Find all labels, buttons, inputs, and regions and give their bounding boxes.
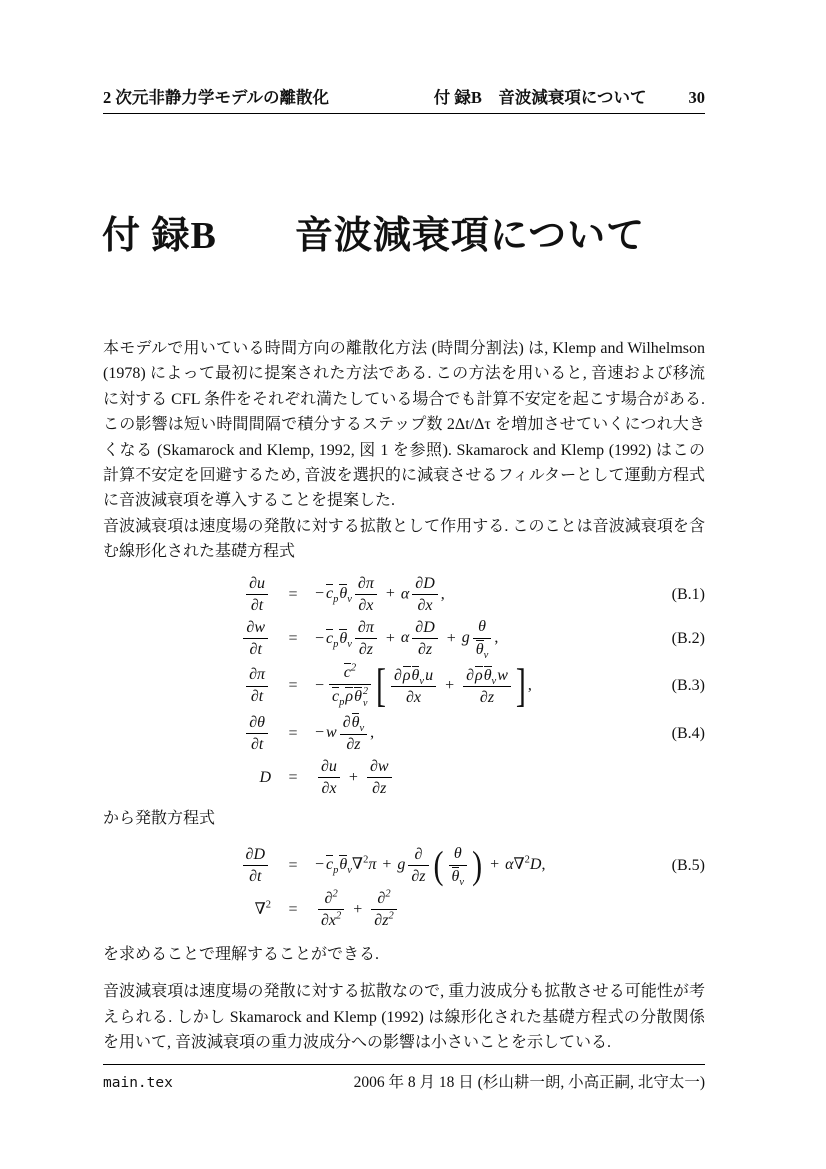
- equation-relation: =: [288, 677, 298, 695]
- chapter-title: 付 録B 音波減衰項について: [102, 215, 646, 257]
- paragraph-understand: を求めることで理解することができる.: [103, 945, 380, 963]
- page-footer: [103, 1064, 705, 1092]
- equation-rhs: − w $\frac{\partial\theta_v}{\partial z}$ ,: [315, 714, 375, 754]
- equation-relation: =: [288, 724, 298, 742]
- equation-row: [103, 890, 705, 930]
- equation-rhs: $\frac{\partial u}{\partial x}$ + $\frac{\partial w}{\partial z}$: [315, 758, 643, 798]
- header-running-title: 2 次元非静力学モデルの離散化: [103, 88, 330, 107]
- equation-rhs: $\frac{\partial^2}{\partial x^2}$ + $\frac{\partial^2}{\partial z^2}$: [315, 890, 643, 930]
- equation-label: (B.2): [671, 629, 705, 647]
- header-chapter-title: 付 録B 音波減衰項について: [433, 88, 647, 107]
- equation-lhs: $\frac{\partial\theta}{\partial t}$: [103, 714, 271, 754]
- equation-row: [103, 660, 705, 712]
- equation-rhs: − $c_p\theta_v$ $\frac{\partial\pi}{\partial x}$ + α $\frac{\partial D}{\partial x}$ ,: [315, 574, 445, 614]
- equation-lhs: $\frac{\partial\pi}{\partial t}$: [103, 666, 271, 706]
- equation-label: (B.1): [671, 585, 705, 603]
- paragraph-intro: 本モデルで用いている時間方向の離散化方法 (時間分割法) は, Klemp and Wilhelmson (1978) によって最初に提案された方法である. この方法を用いると, 音速および移流に対する CFL 条件をそれぞれ満たしている場合でも計算不安定を起こす場合がある. この影響は短い時間間隔で積分するステップ数 2Δt/Δτ を増加させていくにつれ大きくなる (Skamarock and Klemp, 1992, 図 1 を参照). Skamarock and Klemp (1992) はこの計算不安定を回避するため, 音波を選択的に減衰させるフィルターとして運動方程式に音波減衰項を導入することを提案した.: [103, 340, 705, 510]
- document-body: [103, 336, 705, 1055]
- equation-relation: =: [288, 585, 298, 603]
- paragraph-closing: 音波減衰項は速度場の発散に対する拡散なので, 重力波成分も拡散させる可能性が考えられる. しかし Skamarock and Klemp (1992) は線形化された基礎方程式の分散関係を用いて, 音波減衰項の重力波成分への影響は小さいことを示している.: [103, 983, 705, 1052]
- equation-relation: =: [288, 900, 298, 918]
- header-right-group: [434, 84, 705, 108]
- equation-row: [103, 758, 705, 798]
- equation-rhs: − $c_p\theta_v\nabla^2\pi + g$ $\frac{\partial}{\partial z}$ ( $\frac{\theta}{\theta_v}$ ) + α∇$^2$D,: [315, 844, 546, 889]
- equation-relation: =: [288, 768, 298, 786]
- page-header: [103, 84, 705, 114]
- equation-lhs: $\frac{\partial D}{\partial t}$: [103, 846, 271, 886]
- equation-lhs: $\frac{\partial w}{\partial t}$: [103, 619, 271, 659]
- equation-relation: =: [288, 629, 298, 647]
- equation-label: (B.4): [671, 724, 705, 742]
- equation-label: (B.5): [671, 856, 705, 874]
- equation-row: [103, 575, 705, 615]
- equation-lhs: D: [259, 768, 271, 786]
- paragraph-lead-in: 音波減衰項は速度場の発散に対する拡散として作用する. このことは音波減衰項を含む線形化された基礎方程式: [103, 517, 705, 561]
- footer-filename: main.tex: [103, 1075, 173, 1091]
- equation-lhs: $\frac{\partial u}{\partial t}$: [103, 575, 271, 615]
- equation-row: [103, 713, 705, 754]
- equation-rhs: − $c_p\theta_v$ $\frac{\partial\pi}{\partial z}$ + α $\frac{\partial D}{\partial z}$ + g $\frac{\theta}{\theta_v}$ ,: [315, 618, 499, 662]
- equation-row: [103, 844, 705, 889]
- equation-row: [103, 618, 705, 662]
- equation-lhs: ∇$^2$: [254, 899, 271, 918]
- equation-relation: =: [288, 856, 298, 874]
- equation-group-divergence: [103, 845, 705, 930]
- equation-group-basic: [103, 575, 705, 798]
- equation-label: (B.3): [671, 677, 705, 695]
- page-number: 30: [688, 88, 705, 107]
- equation-rhs: − $c^2$ $c_p\rho\theta$ 2 v [ $\frac{\partial\rho\theta_vu}{\partial x}$ + $\frac{\partial\rho\theta_vw}{\partial z}$ ] ,: [315, 660, 532, 712]
- footer-date-authors: 2006 年 8 月 18 日 (杉山耕一朗, 小高正嗣, 北守太一): [353, 1074, 705, 1091]
- paragraph-from-divergence: から発散方程式: [103, 809, 216, 827]
